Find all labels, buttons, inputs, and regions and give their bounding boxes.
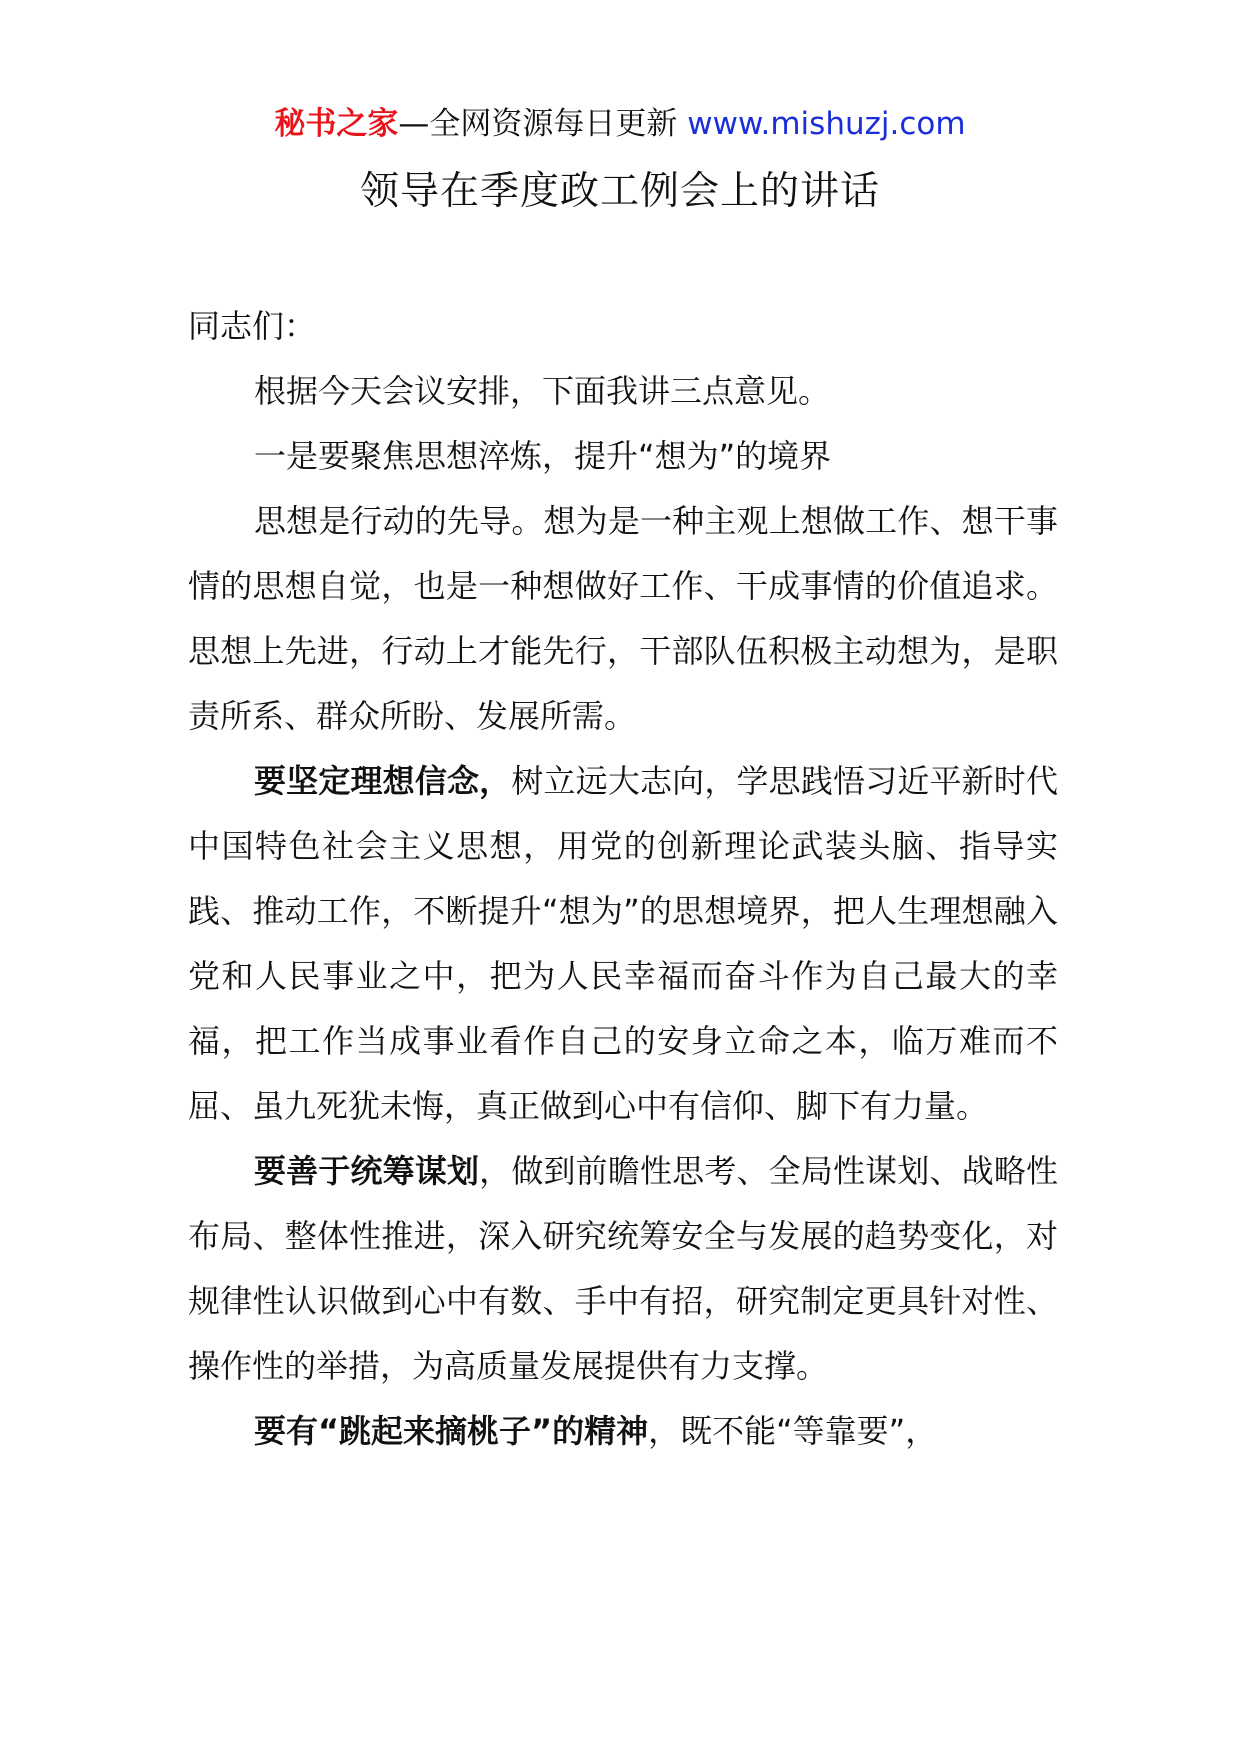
document-body	[188, 294, 1058, 1464]
brand-name: 秘书之家	[274, 106, 399, 142]
document-title: 领导在季度政工例会上的讲话	[359, 169, 880, 214]
paragraph-2	[188, 749, 1058, 1139]
paragraph-4-text: ，既不能“等靠要”，	[648, 1412, 938, 1450]
intro-paragraph: 根据今天会议安排，下面我讲三点意见。	[254, 372, 831, 410]
paragraph-2-lead: 要坚定理想信念，	[254, 762, 512, 800]
greeting: 同志们：	[188, 307, 317, 345]
paragraph-2-text: 树立远大志向，学思践悟习近平新时代中国特色社会主义思想，用党的创新理论武装头脑、指导实践、推动工作，不断提升“想为”的思想境界，把人生理想融入党和人民事业之中，把为人民幸福而奋斗作为自己最大的幸福，把工作当成事业看作自己的安身立命之本，临万难而不屈、虽九死犹未悔，真正做到心中有信仰、脚下有力量。	[188, 762, 1058, 1125]
site-url-link[interactable]: www.mishuzj.com	[687, 106, 966, 142]
paragraph-1: 思想是行动的先导。想为是一种主观上想做工作、想干事情的思想自觉，也是一种想做好工作、干成事情的价值追求。思想上先进，行动上才能先行，干部队伍积极主动想为，是职责所系、群众所盼、发展所需。	[188, 502, 1058, 735]
paragraph-3-text: ，做到前瞻性思考、全局性谋划、战略性布局、整体性推进，深入研究统筹安全与发展的趋势变化，对规律性认识做到心中有数、手中有招，研究制定更具针对性、操作性的举措，为高质量发展提供有力支撑。	[188, 1152, 1058, 1385]
paragraph-4-lead: 要有“跳起来摘桃子”的精神	[254, 1412, 649, 1450]
paragraph-3	[188, 1139, 1058, 1399]
paragraph-4	[188, 1399, 1058, 1464]
header-tagline: —全网资源每日更新	[398, 106, 688, 142]
site-header	[0, 100, 1240, 148]
section-heading-1: 一是要聚焦思想淬炼，提升“想为”的境界	[254, 437, 832, 475]
paragraph-3-lead: 要善于统筹谋划	[254, 1152, 480, 1190]
